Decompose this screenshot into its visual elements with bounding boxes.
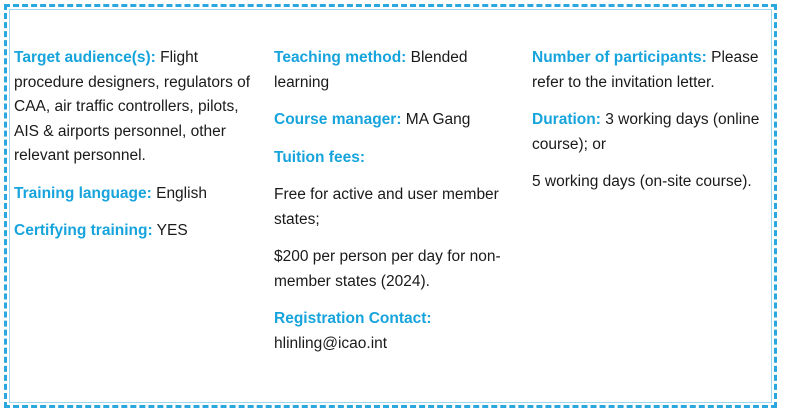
participants-field	[532, 46, 777, 95]
registration-contact-email[interactable]: hlinling@icao.int	[274, 334, 388, 352]
teaching-method-field	[274, 46, 519, 95]
teaching-method-value: Blended learning	[274, 49, 468, 91]
course-manager-label: Course manager:	[274, 111, 402, 128]
duration-label: Duration:	[532, 111, 601, 128]
target-audience-label: Target audience(s):	[14, 49, 156, 66]
tuition-fees-field	[274, 146, 519, 171]
tuition-fees-members: Free for active and user member states;	[274, 186, 499, 228]
registration-contact-field	[274, 307, 519, 356]
column-right	[532, 46, 777, 208]
participants-label: Number of participants:	[532, 49, 707, 66]
duration-onsite: 5 working days (on-site course).	[532, 173, 752, 190]
column-left	[14, 46, 259, 257]
training-language-value: English	[151, 184, 207, 202]
course-manager-field	[274, 108, 519, 133]
training-language-field	[14, 182, 259, 207]
course-manager-value: MA Gang	[401, 111, 471, 128]
column-middle	[274, 46, 519, 369]
tuition-fees-label: Tuition fees:	[274, 148, 365, 166]
duration-value: 3 working days (online course); or	[532, 111, 760, 153]
certifying-training-label: Certifying training:	[14, 222, 153, 239]
teaching-method-label: Teaching method:	[274, 49, 407, 66]
target-audience-field	[14, 46, 259, 169]
target-audience-value: Flight procedure designers, regulators of CAA, air traffic controllers, pilots, AIS & airports personnel, other relevant personnel.	[14, 49, 251, 164]
participants-value: Please refer to the invitation letter.	[532, 49, 759, 91]
certifying-training-field	[14, 219, 259, 244]
registration-contact-label: Registration Contact:	[274, 310, 432, 327]
training-language-label: Training language:	[14, 184, 152, 202]
certifying-training-value: YES	[152, 222, 188, 239]
duration-field	[532, 108, 777, 157]
tuition-fees-non-members: $200 per person per day for non-member states (2024).	[274, 248, 501, 290]
